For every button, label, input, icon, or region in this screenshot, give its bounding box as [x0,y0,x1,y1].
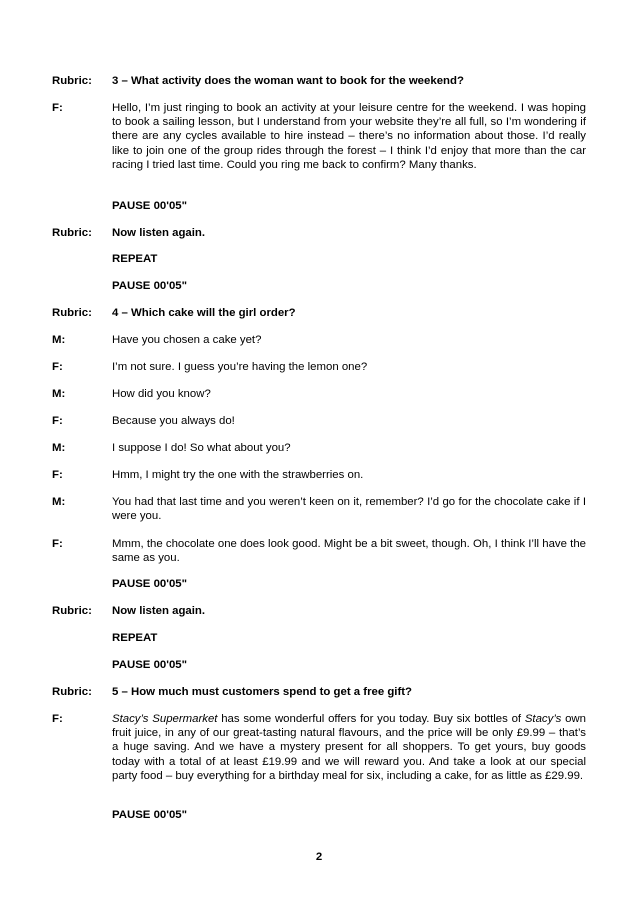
entry-text: Stacy’s Supermarket has some wonderful offers for you today. Buy six bottles of Stacy’s own fruit juice, in any of our great-tasting natural flavours, and the price will be only £9.99 – that’s a huge saving. And we have a mystery present for all shoppers. To get yours, buy goods today with a total of at least £19.99 and we will reward you. And take a look at our special party food – buy everything for a birthday meal for six, including a cake, for as little as £29.99. [112,713,586,782]
speaker-label: F: [52,102,63,114]
speaker-label: F: [52,361,63,373]
speaker-label: F: [52,713,63,725]
entry-text: Hmm, I might try the one with the strawberries on. [112,469,364,481]
entry-text: 5 – How much must customers spend to get a free gift? [112,686,413,698]
speaker-label: Rubric: [52,686,92,698]
entry-text: 3 – What activity does the woman want to book for the weekend? [112,75,464,87]
entry-text: Now listen again. [112,227,206,239]
entry-text: How did you know? [112,388,211,400]
entry-text: PAUSE 00'05" [112,200,188,212]
entry-text: Now listen again. [112,605,206,617]
entry-text: Mmm, the chocolate one does look good. Might be a bit sweet, though. Oh, I think I’ll have the same as you. [112,538,586,565]
entry-text: REPEAT [112,632,158,644]
entry-text: Hello, I’m just ringing to book an activity at your leisure centre for the weekend. I was hoping to book a sailing lesson, but I understand from your website they’re all full, so I’m wondering if there are any cycles available to hire instead – there’s no information about those. I’d really like to join one of the group rides through the forest – I think I’d enjoy that more than the car racing I tried last time. Could you ring me back to confirm? Many thanks. [112,102,586,171]
italic-term: Stacy’s [524,713,562,725]
speaker-label: Rubric: [52,307,92,319]
speaker-label: Rubric: [52,605,92,617]
speaker-label: F: [52,538,63,550]
entry-text: Have you chosen a cake yet? [112,334,262,346]
entry-text: PAUSE 00'05" [112,578,188,590]
entry-text: I’m not sure. I guess you’re having the lemon one? [112,361,368,373]
speaker-label: F: [52,469,63,481]
speaker-label: Rubric: [52,227,92,239]
entry-text: REPEAT [112,253,158,265]
entry-text: PAUSE 00'05" [112,809,188,821]
entry-text: PAUSE 00'05" [112,280,188,292]
entry-text: I suppose I do! So what about you? [112,442,291,454]
speaker-label: Rubric: [52,75,92,87]
speaker-label: M: [52,442,66,454]
entry-text: PAUSE 00'05" [112,659,188,671]
entry-text: You had that last time and you weren’t keen on it, remember? I’d go for the chocolate cake if I were you. [112,496,586,523]
speaker-label: M: [52,496,66,508]
entry-text: Because you always do! [112,415,235,427]
speaker-label: F: [52,415,63,427]
speaker-label: M: [52,388,66,400]
italic-term: Stacy’s Supermarket [112,713,218,725]
entry-text: 4 – Which cake will the girl order? [112,307,296,319]
page-number: 2 [315,851,323,863]
speaker-label: M: [52,334,66,346]
